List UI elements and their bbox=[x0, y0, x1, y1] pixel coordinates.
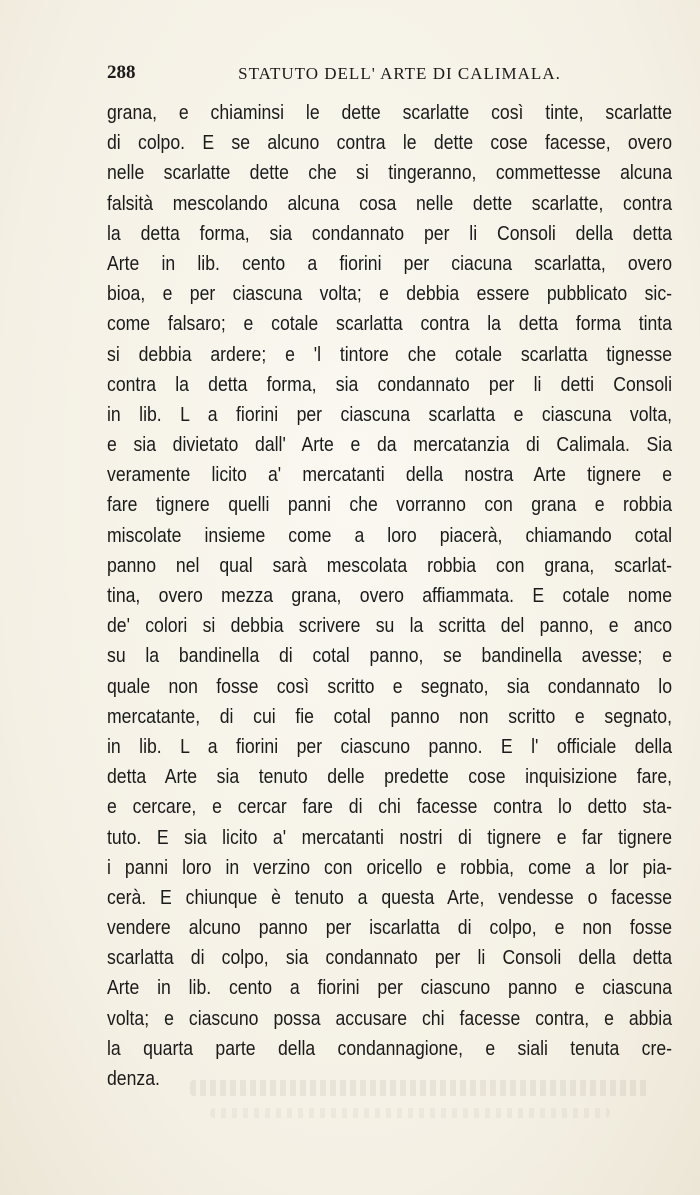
text-line: e sia divietato dall' Arte e da mercatanzia di Calimala. Sia bbox=[107, 433, 673, 457]
text-line: di colpo. E se alcuno contra le dette cose facesse, overo bbox=[107, 131, 673, 155]
text-line: grana, e chiaminsi le dette scarlatte così tinte, scarlatte bbox=[107, 101, 673, 124]
text-line: come falsaro; e cotale scarlatta contra la detta forma tinta bbox=[107, 312, 673, 336]
running-head: STATUTO DELL' ARTE DI CALIMALA. bbox=[238, 64, 561, 83]
text-line: in lib. L a fiorini per ciascuno panno. E l' officiale della bbox=[107, 734, 673, 758]
text-line: quale non fosse così scritto e segnato, sia condannato lo bbox=[107, 674, 673, 698]
text-line: e cercare, e cercar fare di chi facesse contra lo detto sta- bbox=[107, 795, 673, 819]
text-line: bioa, e per ciascuna volta; e debbia essere pubblicato sic- bbox=[107, 282, 673, 306]
text-line: veramente licito a' mercatanti della nostra Arte tignere e bbox=[107, 463, 673, 487]
body-text bbox=[107, 98, 673, 1094]
text-line: tina, overo mezza grana, overo affiammata. E cotale nome bbox=[107, 584, 673, 607]
text-line: scarlatta di colpo, sia condannato per li Consoli della detta bbox=[107, 946, 673, 970]
text-line: detta Arte sia tenuto delle predette cose inquisizione fare, bbox=[107, 765, 673, 789]
page-number: 288 bbox=[107, 62, 136, 83]
bleed-through-text bbox=[190, 1080, 650, 1096]
page-header bbox=[107, 62, 672, 86]
text-line: panno nel qual sarà mescolata robbia con grana, scarlat- bbox=[107, 553, 673, 577]
text-line: nelle scarlatte dette che si tingeranno, commettesse alcuna bbox=[107, 161, 673, 185]
bleed-through-text bbox=[210, 1108, 610, 1118]
text-line: de' colori si debbia scrivere su la scritta del panno, e anco bbox=[107, 614, 673, 638]
text-line: la detta forma, sia condannato per li Consoli della detta bbox=[107, 221, 673, 245]
text-line: fare tignere quelli panni che vorranno con grana e robbia bbox=[107, 493, 673, 517]
text-line: denza. bbox=[107, 1067, 160, 1090]
text-line: mercatante, di cui fie cotal panno non scritto e segnato, bbox=[107, 704, 673, 728]
text-line: vendere alcuno panno per iscarlatta di colpo, e non fosse bbox=[107, 916, 673, 940]
text-line: tuto. E sia licito a' mercatanti nostri di tignere e far tignere bbox=[107, 825, 673, 849]
text-line: in lib. L a fiorini per ciascuna scarlatta e ciascuna volta, bbox=[107, 402, 673, 426]
text-line: su la bandinella di cotal panno, se bandinella avesse; e bbox=[107, 644, 673, 668]
text-line: miscolate insieme come a loro piacerà, chiamando cotal bbox=[107, 523, 673, 547]
text-line: la quarta parte della condannagione, e siali tenuta cre- bbox=[107, 1036, 673, 1060]
text-line: Arte in lib. cento a fiorini per ciascuno panno e ciascuna bbox=[107, 976, 673, 1000]
text-line: Arte in lib. cento a fiorini per ciacuna scarlatta, overo bbox=[107, 251, 673, 275]
text-line: volta; e ciascuno possa accusare chi facesse contra, e abbia bbox=[107, 1006, 673, 1030]
text-line: contra la detta forma, sia condannato per li detti Consoli bbox=[107, 372, 673, 396]
text-line: si debbia ardere; e 'l tintore che cotale scarlatta tignesse bbox=[107, 342, 673, 366]
text-line: falsità mescolando alcuna cosa nelle dette scarlatte, contra bbox=[107, 191, 673, 215]
text-line: i panni loro in verzino con oricello e robbia, come a lor pia- bbox=[107, 855, 673, 879]
text-line: cerà. E chiunque è tenuto a questa Arte, vendesse o facesse bbox=[107, 885, 673, 909]
